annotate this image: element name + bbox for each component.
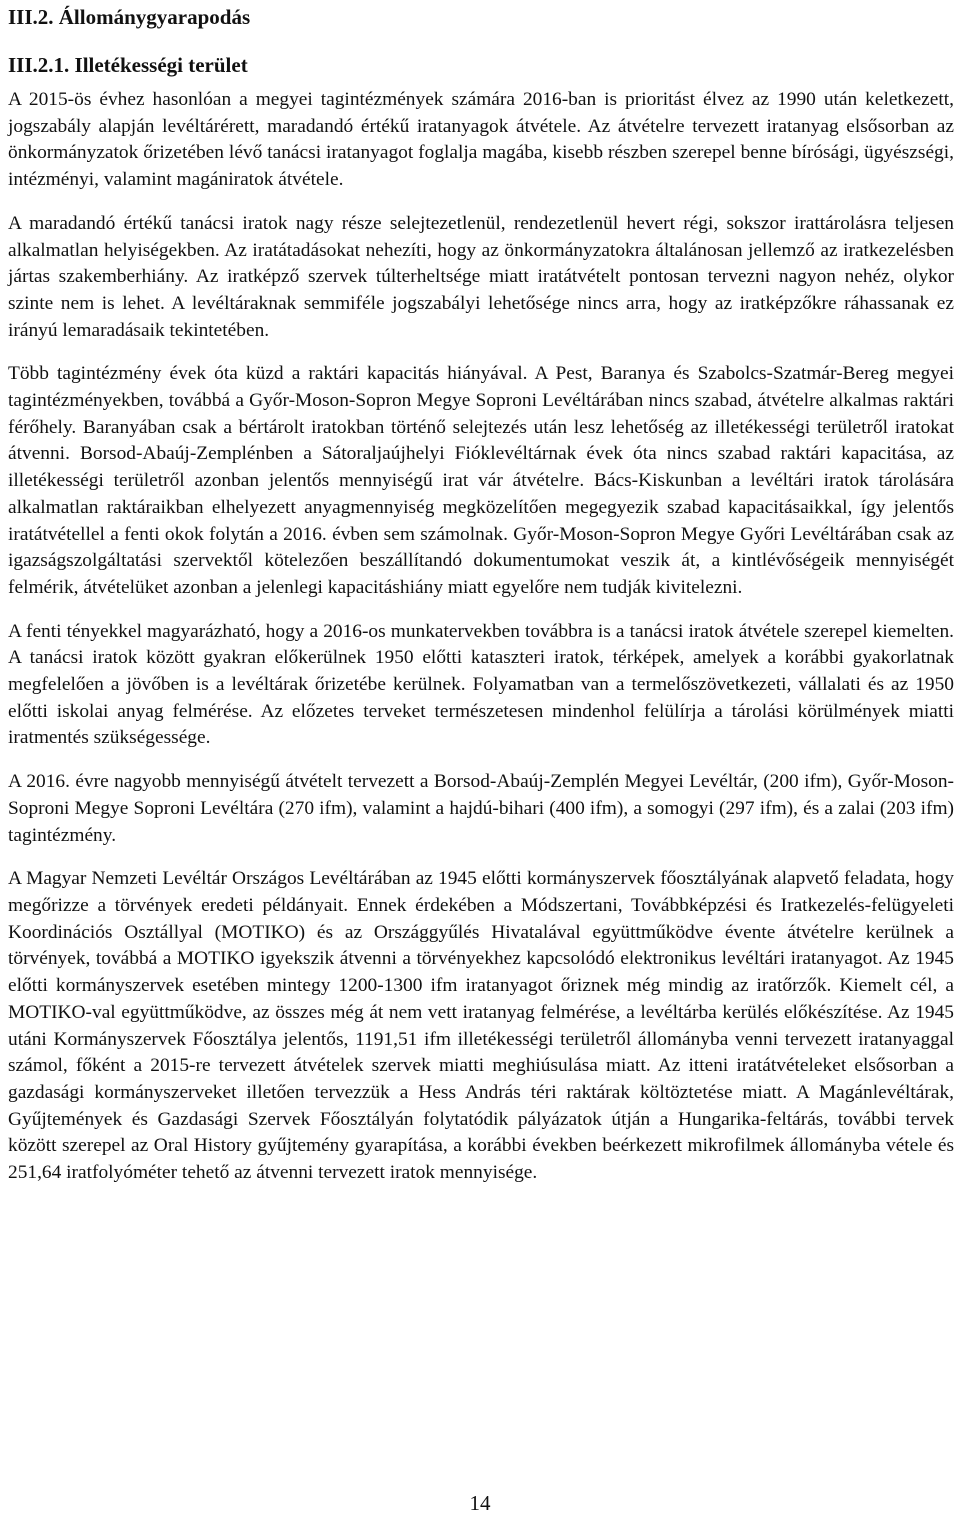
paragraph-4: A fenti tényekkel magyarázható, hogy a 2016-os munkatervekben továbbra is a tanácsi iratok átvétele szerepel kiemelten. A tanácsi iratok között gyakran előkerülnek 1950 előtti kataszteri iratok, térképek, amelyek a korábbi gyakorlatnak megfelelően a jövőben is a levéltárak őrizetébe kerülnek. Folyamatban van a termelőszövetkezeti, vállalati és az 1950 előtti iskolai anyag felmérése. Az előzetes terveket természetesen mindenhol felülírja a tárolási körülmények miatti iratmentés szükségessége. bbox=[8, 620, 954, 749]
paragraph-5: A 2016. évre nagyobb mennyiségű átvételt tervezett a Borsod-Abaúj-Zemplén Megyei Levéltár, (200 ifm), Győr-Moson-Soproni Megye Soproni Levéltára (270 ifm), valamint a hajdú-bihari (400 ifm), a somogyi (297 ifm), és a zalai (203 ifm) tagintézmény. bbox=[8, 771, 954, 846]
paragraph-6: A Magyar Nemzeti Levéltár Országos Levéltárában az 1945 előtti kormányszervek főosztályának alapvető feladata, hogy megőrizze a törvények eredeti példányait. Ennek érdekében a Módszertani, Továbbképzési és Iratkezelés-felügyeleti Koordinációs Osztállyal (MOTIKO) és az Országgyűlés Hivatalával együttműködve évente átvételre kerülnek a törvények, továbbá a MOTIKO igyekszik átvenni a törvényekhez kapcsolódó elektronikus levéltári iratanyagot. Az 1945 előtti kormányszervek esetében mintegy 1200-1300 ifm iratanyagot őriznek még mindig az iratőrzők. Kiemelt cél, a MOTIKO-val együttműködve, az összes még át nem vett iratanyag felmérése, a levéltárba kerülés előkészítése. Az 1945 utáni Kormányszervek Főosztálya jelentős, 1191,51 ifm illetékességi területről állományba venni tervezett iratanyaggal számol, főként a 2015-re tervezett átvételek szervek miatti meghiúsulása miatt. Az itteni iratátvételeket elsősorban a gazdasági kormányszerveket illetően tervezzük a Hess András téri raktárak költöztetése miatt. A Magánlevéltárak, Gyűjtemények és Gazdasági Szervek Főosztályán folytatódik pályázatok útján a Hungarika-feltárás, további tervek között szerepel az Oral History gyűjtemény gyarapítása, a korábbi években beérkezett mikrofilmek állományba vétele és 251,64 iratfolyóméter tehető az átvenni tervezett iratok mennyisége. bbox=[8, 868, 954, 1184]
section-heading: III.2. Állománygyarapodás bbox=[8, 5, 251, 29]
paragraph-3: Több tagintézmény évek óta küzd a raktári kapacitás hiányával. A Pest, Baranya és Szabolcs-Szatmár-Bereg megyei tagintézményekben, továbbá a Győr-Moson-Sopron Megye Soproni Levéltárában nincs szabad, átvételre alkalmas raktári férőhely. Baranyában csak a bértárolt iratokban történő selejtezés után lesz lehetőség az illetékességi területről iratokat átvenni. Borsod-Abaúj-Zemplénben a Sátoraljaújhelyi Fióklevéltárnak évek óta nincs szabad raktári kapacitása, az illetékességi területről azonban jelentős mennyiségű irat vár átvételre. Bács-Kiskunban a levéltári iratok tárolására alkalmatlan raktáraikban elhelyezett anyagmennyiség megközelítően megegyezik szabad kapacitásaikkal, így jelentős iratátvétellel a fenti okok folytán a 2016. évben sem számolnak. Győr-Moson-Sopron Megye Győri Levéltárában csak az igazságszolgáltatási szervektől kötelezően beszállítandó dokumentumokat veszik át, a kintlévőségeik mennyiségét felmérik, átvételüket azonban a jelenlegi kapacitáshiány miatt egyelőre nem tudják kivitelezni. bbox=[8, 363, 954, 598]
paragraph-1: A 2015-ös évhez hasonlóan a megyei tagintézmények számára 2016-ban is prioritást élvez az 1990 után keletkezett, jogszabály alapján levéltárérett, maradandó értékű iratanyagok átvétele. Az átvételre tervezett iratanyag elsősorban az önkormányzatok őrizetében lévő tanácsi iratanyagot foglalja magába, kisebb részben szerepel benne bírósági, ügyészségi, intézményi, valamint magániratok átvétele. bbox=[8, 89, 954, 191]
document-page bbox=[8, 0, 954, 1187]
paragraph-2: A maradandó értékű tanácsi iratok nagy része selejtezetlenül, rendezetlenül hevert régi, sokszor irattárolásra teljesen alkalmatlan helyiségekben. Az iratátadásokat nehezíti, hogy az önkormányzatokra általánosan jellemző az iratkezelésben jártas szakemberhiány. Az iratképző szervek túlterheltsége miatt iratátvételt pontosan tervezni nagyon nehéz, olykor szinte nem is lehet. A levéltáraknak semmiféle jogszabályi lehetősége nincs arra, hogy az iratképzőkre ráhassanak ez irányú lemaradásaik tekintetében. bbox=[8, 212, 954, 341]
subsection-heading: III.2.1. Illetékességi terület bbox=[8, 53, 248, 77]
page-number: 14 bbox=[469, 1491, 491, 1515]
